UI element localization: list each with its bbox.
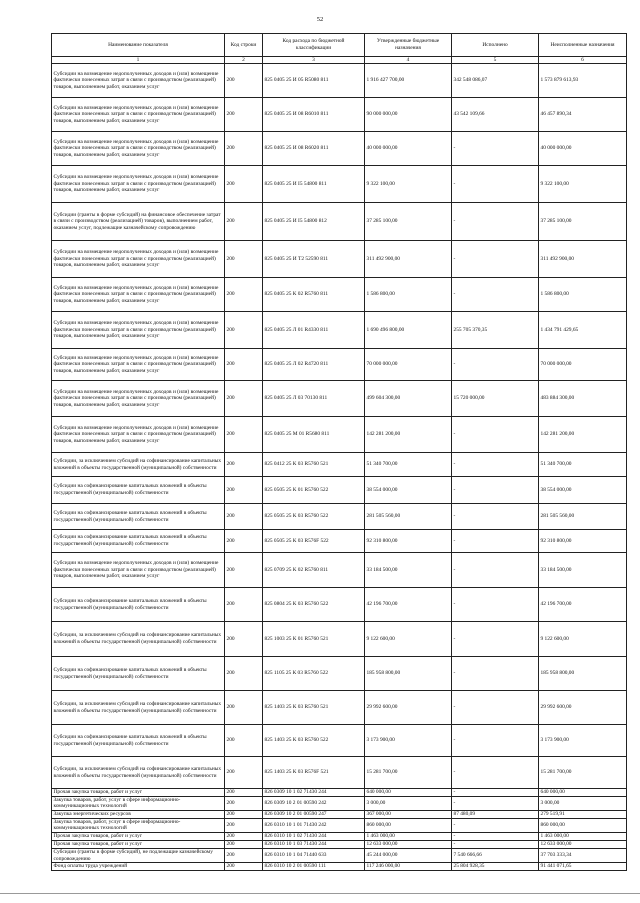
cell-line-code: 200 xyxy=(225,796,263,810)
cell-unexecuted: 640 000,00 xyxy=(539,789,627,797)
cell-unexecuted: 3 173 900,00 xyxy=(539,725,627,757)
cell-executed: - xyxy=(452,832,539,840)
cell-indicator-name: Субсидии на возмещение недополученных доходов и (или) возмещение фактически понесенных затрат в связи с производством (реализацией) товаров, выполнением работ, оказанием услуг xyxy=(52,381,225,417)
cell-line-code: 200 xyxy=(225,848,263,862)
cell-executed: 87 480,09 xyxy=(452,810,539,818)
cell-budget-code: 825 0505 25 К 03 R5760 522 xyxy=(263,504,365,530)
cell-indicator-name: Субсидии на возмещение недополученных доходов и (или) возмещение фактически понесенных затрат в связи с производством (реализацией) товаров, выполнением работ, оказанием услуг xyxy=(52,132,225,166)
col-number-4: 4 xyxy=(365,57,452,64)
cell-executed: - xyxy=(452,588,539,622)
table-row xyxy=(52,203,627,241)
cell-executed: - xyxy=(452,349,539,381)
cell-approved: 92 310 800,00 xyxy=(365,530,452,553)
cell-approved: 38 554 000,00 xyxy=(365,477,452,504)
cell-executed: - xyxy=(452,477,539,504)
table-row xyxy=(52,725,627,757)
cell-approved: 37 285 100,00 xyxy=(365,203,452,241)
cell-line-code: 200 xyxy=(225,657,263,691)
table-row xyxy=(52,132,627,166)
cell-indicator-name: Субсидии на софинансирование капитальных вложений в объекты государственной (муниципальной) собственности xyxy=(52,588,225,622)
cell-approved: 311 492 900,00 xyxy=(365,241,452,278)
cell-executed: 25 804 928,35 xyxy=(452,863,539,871)
cell-indicator-name: Субсидии на возмещение недополученных доходов и (или) возмещение фактически понесенных затрат в связи с производством (реализацией) товаров, выполнением работ, оказанием услуг xyxy=(52,349,225,381)
cell-approved: 45 244 000,00 xyxy=(365,848,452,862)
cell-indicator-name: Субсидии на возмещение недополученных доходов и (или) возмещение фактически понесенных затрат в связи с производством (реализацией) товаров, выполнением работ, оказанием услуг xyxy=(52,278,225,312)
cell-unexecuted: 9 122 600,00 xyxy=(539,622,627,657)
cell-budget-code: 825 0505 25 К 03 R576F 522 xyxy=(263,530,365,553)
cell-line-code: 200 xyxy=(225,477,263,504)
cell-approved: 15 281 700,00 xyxy=(365,757,452,789)
cell-indicator-name: Закупка товаров, работ, услуг в сфере информационно-коммуникационных технологий xyxy=(52,796,225,810)
cell-executed: - xyxy=(452,530,539,553)
cell-budget-code: 826 0310 10 1 01 71430 242 xyxy=(263,818,365,832)
cell-unexecuted: 91 441 071,65 xyxy=(539,863,627,871)
cell-approved: 3 000,00 xyxy=(365,796,452,810)
cell-indicator-name: Субсидии (гранты в форме субсидий), не подлежащие казначейскому сопровождению xyxy=(52,848,225,862)
cell-unexecuted: 9 322 100,00 xyxy=(539,166,627,203)
cell-line-code: 200 xyxy=(225,863,263,871)
cell-approved: 9 122 600,00 xyxy=(365,622,452,657)
cell-indicator-name: Субсидии на возмещение недополученных доходов и (или) возмещение фактически понесенных затрат в связи с производством (реализацией) товаров, выполнением работ, оказанием услуг xyxy=(52,98,225,132)
table-row xyxy=(52,840,627,848)
cell-indicator-name: Субсидии на возмещение недополученных доходов и (или) возмещение фактически понесенных затрат в связи с производством (реализацией) товаров, выполнением работ, оказанием услуг xyxy=(52,241,225,278)
cell-budget-code: 825 1003 25 К 01 R5760 521 xyxy=(263,622,365,657)
table-row xyxy=(52,691,627,725)
cell-line-code: 200 xyxy=(225,725,263,757)
cell-unexecuted: 185 958 800,00 xyxy=(539,657,627,691)
table-row xyxy=(52,588,627,622)
col-header-unexecuted: Неисполненные назначения xyxy=(539,34,627,57)
col-number-2: 2 xyxy=(225,57,263,64)
cell-indicator-name: Субсидии на софинансирование капитальных вложений в объекты государственной (муниципальной) собственности xyxy=(52,477,225,504)
table-row xyxy=(52,417,627,453)
cell-indicator-name: Субсидии на возмещение недополученных доходов и (или) возмещение фактически понесенных затрат в связи с производством (реализацией) товаров, выполнением работ, оказанием услуг xyxy=(52,312,225,349)
cell-budget-code: 825 0405 25 И I5 54800 812 xyxy=(263,203,365,241)
cell-unexecuted: 1 573 879 613,93 xyxy=(539,64,627,98)
table-row xyxy=(52,98,627,132)
cell-unexecuted: 1 463 000,00 xyxy=(539,832,627,840)
cell-executed: 342 548 086,07 xyxy=(452,64,539,98)
cell-executed: - xyxy=(452,132,539,166)
cell-budget-code: 826 0310 10 1 02 71430 244 xyxy=(263,832,365,840)
table-row xyxy=(52,504,627,530)
col-number-6: 6 xyxy=(539,57,627,64)
cell-executed: - xyxy=(452,553,539,588)
table-row xyxy=(52,530,627,553)
cell-budget-code: 825 1403 25 К 03 R576F 521 xyxy=(263,757,365,789)
cell-executed: - xyxy=(452,657,539,691)
cell-line-code: 200 xyxy=(225,691,263,725)
table-row xyxy=(52,818,627,832)
cell-unexecuted: 92 310 800,00 xyxy=(539,530,627,553)
cell-line-code: 200 xyxy=(225,810,263,818)
cell-executed: - xyxy=(452,796,539,810)
cell-executed: - xyxy=(452,278,539,312)
cell-budget-code: 825 0405 25 Л 02 R4720 811 xyxy=(263,349,365,381)
cell-line-code: 200 xyxy=(225,818,263,832)
cell-approved: 117 246 000,00 xyxy=(365,863,452,871)
header-row xyxy=(52,34,627,57)
cell-budget-code: 825 0412 25 К 03 R5760 521 xyxy=(263,453,365,477)
table-row xyxy=(52,278,627,312)
cell-executed: 7 540 666,66 xyxy=(452,848,539,862)
cell-budget-code: 825 0405 25 К 02 R5760 811 xyxy=(263,278,365,312)
cell-approved: 3 173 900,00 xyxy=(365,725,452,757)
cell-unexecuted: 37 703 333,34 xyxy=(539,848,627,862)
column-number-row xyxy=(52,57,627,64)
col-number-5: 5 xyxy=(452,57,539,64)
cell-unexecuted: 15 281 700,00 xyxy=(539,757,627,789)
cell-approved: 90 000 000,00 xyxy=(365,98,452,132)
cell-budget-code: 825 0405 25 М 01 R5680 811 xyxy=(263,417,365,453)
cell-approved: 185 958 800,00 xyxy=(365,657,452,691)
cell-approved: 640 000,00 xyxy=(365,789,452,797)
cell-indicator-name: Субсидии на возмещение недополученных доходов и (или) возмещение фактически понесенных затрат в связи с производством (реализацией) товаров, выполнением работ, оказанием услуг xyxy=(52,64,225,98)
cell-approved: 9 322 100,00 xyxy=(365,166,452,203)
cell-line-code: 200 xyxy=(225,553,263,588)
cell-executed: - xyxy=(452,818,539,832)
cell-line-code: 200 xyxy=(225,417,263,453)
cell-indicator-name: Субсидии, за исключением субсидий на софинансирование капитальных вложений в объекты государственной (муниципальной) собственности xyxy=(52,757,225,789)
cell-approved: 33 184 500,00 xyxy=(365,553,452,588)
cell-line-code: 200 xyxy=(225,166,263,203)
cell-budget-code: 826 0309 10 2 01 00590 247 xyxy=(263,810,365,818)
cell-line-code: 200 xyxy=(225,840,263,848)
cell-line-code: 200 xyxy=(225,588,263,622)
cell-indicator-name: Закупка энергетических ресурсов xyxy=(52,810,225,818)
table-row xyxy=(52,166,627,203)
cell-unexecuted: 1 586 800,00 xyxy=(539,278,627,312)
cell-unexecuted: 29 992 600,00 xyxy=(539,691,627,725)
cell-unexecuted: 12 633 000,00 xyxy=(539,840,627,848)
cell-unexecuted: 38 554 000,00 xyxy=(539,477,627,504)
cell-approved: 40 000 000,00 xyxy=(365,132,452,166)
cell-approved: 367 000,00 xyxy=(365,810,452,818)
cell-line-code: 200 xyxy=(225,789,263,797)
cell-executed: - xyxy=(452,789,539,797)
cell-unexecuted: 70 000 000,00 xyxy=(539,349,627,381)
table-row xyxy=(52,64,627,98)
cell-budget-code: 826 0309 10 1 02 71430 244 xyxy=(263,789,365,797)
cell-executed: 15 720 000,00 xyxy=(452,381,539,417)
cell-budget-code: 825 0405 25 И I5 54800 811 xyxy=(263,166,365,203)
cell-indicator-name: Субсидии, за исключением субсидий на софинансирование капитальных вложений в объекты государственной (муниципальной) собственности xyxy=(52,453,225,477)
table-row xyxy=(52,453,627,477)
cell-executed: - xyxy=(452,840,539,848)
cell-line-code: 200 xyxy=(225,832,263,840)
cell-line-code: 200 xyxy=(225,381,263,417)
table-row xyxy=(52,241,627,278)
cell-budget-code: 825 0405 25 И 08 R6010 811 xyxy=(263,98,365,132)
cell-unexecuted: 42 196 700,00 xyxy=(539,588,627,622)
col-header-executed: Исполнено xyxy=(452,34,539,57)
cell-line-code: 200 xyxy=(225,349,263,381)
cell-executed: - xyxy=(452,725,539,757)
col-number-3: 3 xyxy=(263,57,365,64)
cell-unexecuted: 51 340 700,00 xyxy=(539,453,627,477)
table-row xyxy=(52,789,627,797)
cell-budget-code: 825 0804 25 К 03 R5760 522 xyxy=(263,588,365,622)
table-row xyxy=(52,848,627,862)
cell-indicator-name: Прочая закупка товаров, работ и услуг xyxy=(52,840,225,848)
cell-budget-code: 825 1403 25 К 03 R5760 521 xyxy=(263,691,365,725)
col-header-indicator-name: Наименование показателя xyxy=(52,34,225,57)
table-row xyxy=(52,553,627,588)
cell-unexecuted: 279 519,91 xyxy=(539,810,627,818)
cell-approved: 12 633 000,00 xyxy=(365,840,452,848)
cell-indicator-name: Субсидии, за исключением субсидий на софинансирование капитальных вложений в объекты государственной (муниципальной) собственности xyxy=(52,691,225,725)
cell-executed: - xyxy=(452,504,539,530)
table-row xyxy=(52,312,627,349)
cell-budget-code: 825 1105 25 К 03 R5760 522 xyxy=(263,657,365,691)
cell-line-code: 200 xyxy=(225,98,263,132)
budget-execution-table xyxy=(51,33,627,871)
table-row xyxy=(52,863,627,871)
cell-indicator-name: Закупка товаров, работ, услуг в сфере информационно-коммуникационных технологий xyxy=(52,818,225,832)
cell-budget-code: 825 0405 25 И 08 R6020 811 xyxy=(263,132,365,166)
cell-executed: - xyxy=(452,417,539,453)
table-row xyxy=(52,477,627,504)
cell-indicator-name: Субсидии на возмещение недополученных доходов и (или) возмещение фактически понесенных затрат в связи с производством (реализацией) товаров, выполнением работ, оказанием услуг xyxy=(52,417,225,453)
cell-approved: 1 586 800,00 xyxy=(365,278,452,312)
cell-budget-code: 825 1403 25 К 03 R5760 522 xyxy=(263,725,365,757)
cell-executed: - xyxy=(452,241,539,278)
cell-line-code: 200 xyxy=(225,622,263,657)
cell-budget-code: 825 0405 25 Л 01 R4330 811 xyxy=(263,312,365,349)
cell-unexecuted: 860 000,00 xyxy=(539,818,627,832)
cell-approved: 70 000 000,00 xyxy=(365,349,452,381)
cell-line-code: 200 xyxy=(225,203,263,241)
cell-unexecuted: 3 000,00 xyxy=(539,796,627,810)
cell-executed: - xyxy=(452,691,539,725)
cell-approved: 281 505 560,00 xyxy=(365,504,452,530)
cell-line-code: 200 xyxy=(225,530,263,553)
cell-unexecuted: 33 184 500,00 xyxy=(539,553,627,588)
cell-executed: - xyxy=(452,166,539,203)
cell-unexecuted: 142 281 200,00 xyxy=(539,417,627,453)
cell-indicator-name: Субсидии на софинансирование капитальных вложений в объекты государственной (муниципальной) собственности xyxy=(52,530,225,553)
cell-indicator-name: Субсидии (гранты в форме субсидий) на финансовое обеспечение затрат в связи с производством (реализацией) товаров), выполнением работ, оказанием услуг, подлежащие казначейскому сопровождению xyxy=(52,203,225,241)
cell-indicator-name: Прочая закупка товаров, работ и услуг xyxy=(52,832,225,840)
col-header-budget-code: Код расхода по бюджетной классификации xyxy=(263,34,365,57)
cell-indicator-name: Прочая закупка товаров, работ и услуг xyxy=(52,789,225,797)
cell-budget-code: 826 0309 10 2 01 00590 242 xyxy=(263,796,365,810)
cell-line-code: 200 xyxy=(225,278,263,312)
cell-line-code: 200 xyxy=(225,64,263,98)
cell-budget-code: 825 0505 25 К 01 R5760 522 xyxy=(263,477,365,504)
cell-line-code: 200 xyxy=(225,757,263,789)
cell-approved: 499 604 300,00 xyxy=(365,381,452,417)
table-row xyxy=(52,622,627,657)
cell-unexecuted: 37 285 100,00 xyxy=(539,203,627,241)
cell-budget-code: 826 0310 10 1 03 71430 244 xyxy=(263,840,365,848)
cell-budget-code: 825 0405 25 Л 03 70130 811 xyxy=(263,381,365,417)
table-row xyxy=(52,381,627,417)
cell-unexecuted: 281 505 560,00 xyxy=(539,504,627,530)
cell-approved: 860 000,00 xyxy=(365,818,452,832)
table-row xyxy=(52,657,627,691)
cell-executed: - xyxy=(452,203,539,241)
cell-approved: 1 916 427 700,00 xyxy=(365,64,452,98)
cell-budget-code: 826 0310 10 1 04 71440 633 xyxy=(263,848,365,862)
cell-approved: 142 281 200,00 xyxy=(365,417,452,453)
cell-indicator-name: Субсидии на софинансирование капитальных вложений в объекты государственной (муниципальной) собственности xyxy=(52,725,225,757)
table-body xyxy=(52,64,627,871)
col-number-1: 1 xyxy=(52,57,225,64)
page-number: 52 xyxy=(316,16,324,23)
cell-indicator-name: Субсидии, за исключением субсидий на софинансирование капитальных вложений в объекты государственной (муниципальной) собственности xyxy=(52,622,225,657)
cell-unexecuted: 46 457 890,34 xyxy=(539,98,627,132)
cell-executed: 43 542 109,66 xyxy=(452,98,539,132)
cell-executed: 255 705 370,35 xyxy=(452,312,539,349)
cell-approved: 42 196 700,00 xyxy=(365,588,452,622)
cell-budget-code: 825 0709 25 К 02 R5760 811 xyxy=(263,553,365,588)
cell-executed: - xyxy=(452,453,539,477)
cell-unexecuted: 1 434 791 429,65 xyxy=(539,312,627,349)
cell-line-code: 200 xyxy=(225,453,263,477)
cell-indicator-name: Субсидии на возмещение недополученных доходов и (или) возмещение фактически понесенных затрат в связи с производством (реализацией) товаров, выполнением работ, оказанием услуг xyxy=(52,166,225,203)
cell-line-code: 200 xyxy=(225,241,263,278)
cell-budget-code: 825 0405 25 И T2 52590 811 xyxy=(263,241,365,278)
table-row xyxy=(52,349,627,381)
cell-unexecuted: 483 884 300,00 xyxy=(539,381,627,417)
cell-approved: 1 690 496 800,00 xyxy=(365,312,452,349)
cell-line-code: 200 xyxy=(225,504,263,530)
cell-unexecuted: 311 492 900,00 xyxy=(539,241,627,278)
table-row xyxy=(52,796,627,810)
table-row xyxy=(52,810,627,818)
cell-indicator-name: Субсидии на софинансирование капитальных вложений в объекты государственной (муниципальной) собственности xyxy=(52,657,225,691)
cell-approved: 51 340 700,00 xyxy=(365,453,452,477)
cell-approved: 1 463 000,00 xyxy=(365,832,452,840)
cell-unexecuted: 40 000 000,00 xyxy=(539,132,627,166)
cell-indicator-name: Субсидии на возмещение недополученных доходов и (или) возмещение фактически понесенных затрат в связи с производством (реализацией) товаров, выполнением работ, оказанием услуг xyxy=(52,553,225,588)
cell-budget-code: 825 0405 25 И 05 R5080 811 xyxy=(263,64,365,98)
cell-line-code: 200 xyxy=(225,312,263,349)
cell-budget-code: 826 0310 10 2 01 00590 111 xyxy=(263,863,365,871)
table-row xyxy=(52,757,627,789)
cell-approved: 29 992 600,00 xyxy=(365,691,452,725)
cell-indicator-name: Фонд оплаты труда учреждений xyxy=(52,863,225,871)
col-header-line-code: Код строки xyxy=(225,34,263,57)
cell-line-code: 200 xyxy=(225,132,263,166)
cell-executed: - xyxy=(452,757,539,789)
col-header-approved: Утвержденные бюджетные назначения xyxy=(365,34,452,57)
cell-indicator-name: Субсидии на софинансирование капитальных вложений в объекты государственной (муниципальной) собственности xyxy=(52,504,225,530)
page-bottom-rule xyxy=(0,893,640,894)
table-row xyxy=(52,832,627,840)
cell-executed: - xyxy=(452,622,539,657)
